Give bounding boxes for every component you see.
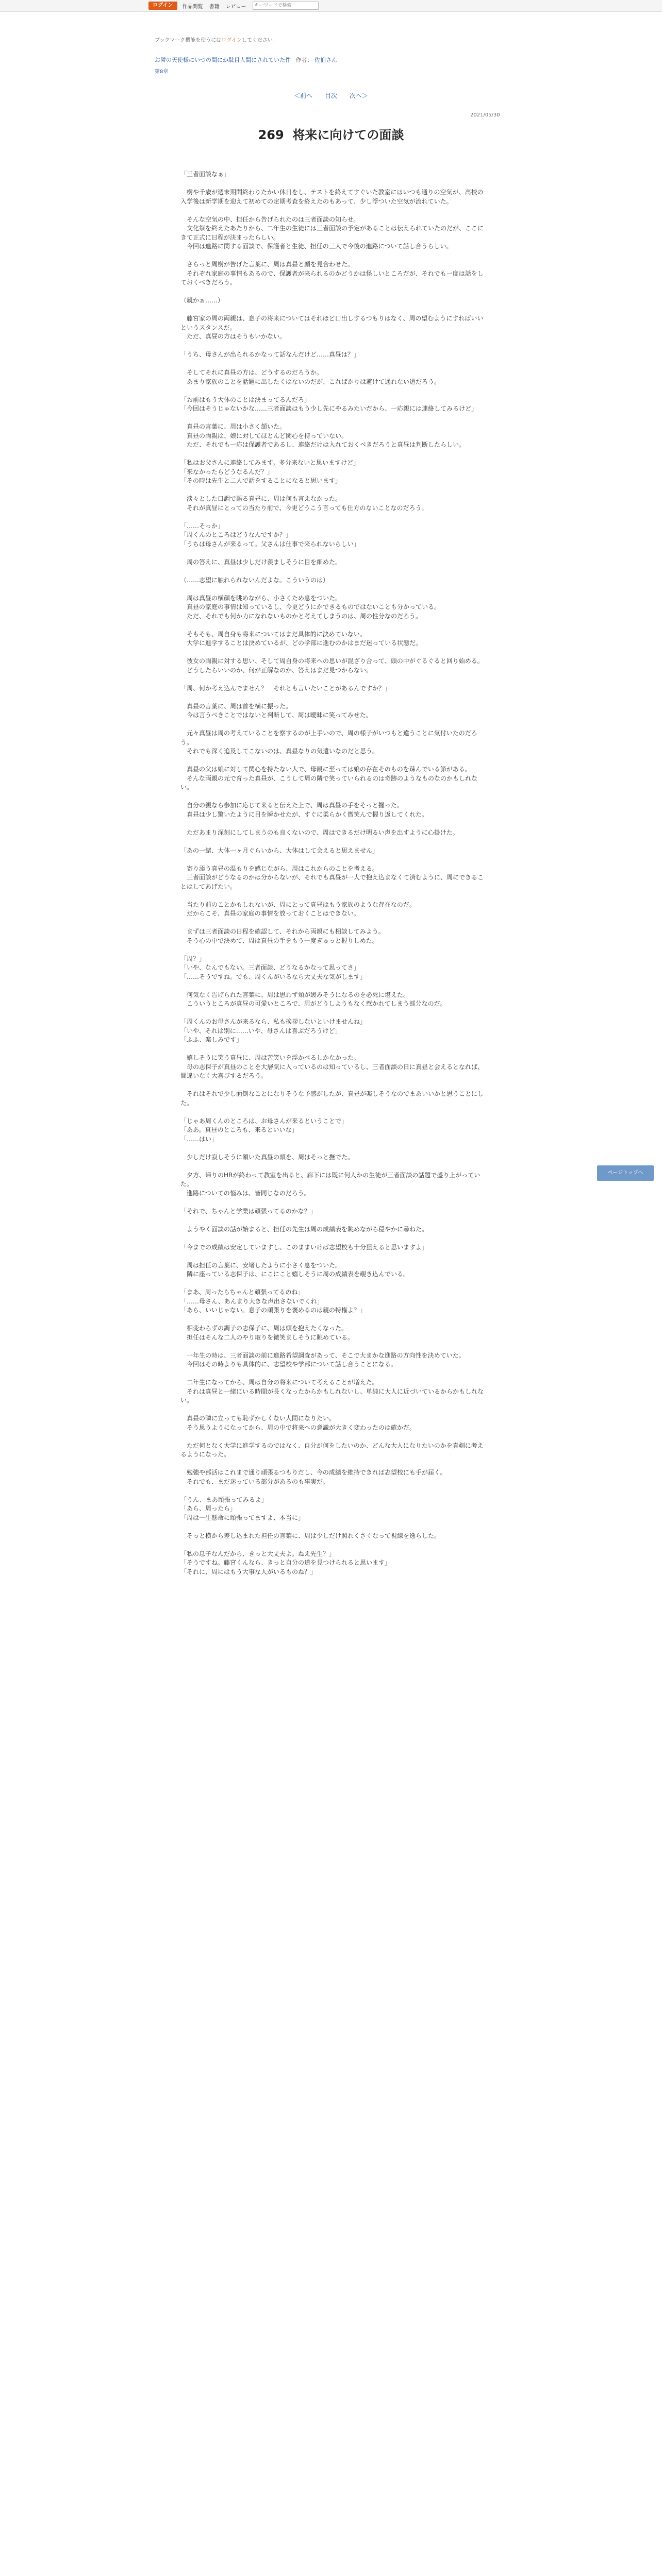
- story-paragraph: 何気なく告げられた言葉に、周は思わず頬が緩みそうになるのを必死に堪えた。 こういうところが真昼の可愛いところで、周がどうしようもなく惹かれてしまう部分なのだ。: [187, 991, 446, 1007]
- story-paragraph: そもそも、周自身も将来についてはまだ具体的に決めていない。 大学に進学することは決めているが、どの学部に進むのかはまだ迷っている状態だ。: [187, 630, 422, 647]
- story-paragraph: 「あの一緒、大体一ヶ月ぐらいから、大体はして会えると思えません」: [180, 846, 379, 854]
- story-paragraph: 「私の息子なんだから、きっと大丈夫よ。ねえ先生？」 「そうですね。藤宮くんなら、きっと自分の道を見つけられると思います」 「それに、周にはもう大事な人がいるものね？」: [180, 1550, 391, 1575]
- site-header: [0, 0, 662, 12]
- nav-books[interactable]: 書籍: [209, 4, 220, 10]
- story-paragraph: 淡々とした口調で語る真昼に、周は何も言えなかった。 それが真昼にとっての当たり前で、今更どうこう言っても仕方のないことなのだろう。: [187, 495, 428, 512]
- story-paragraph: それはそれで少し面倒なことになりそうな予感がしたが、真昼が楽しそうなのでまあいいかと思うことにした。: [180, 1090, 484, 1107]
- header-inner: [148, 2, 319, 10]
- story-paragraph: 周の答えに、真昼は少しだけ羨ましそうに目を細めた。: [180, 558, 342, 566]
- story-paragraph: 「じゃあ周くんのところは、お母さんが来るということで」 「ああ。真昼のところも、来るといいな」 「……はい」: [180, 1117, 348, 1143]
- story-paragraph: 「まあ、周ったらちゃんと頑張ってるのね」 「……母さん、あんまり大きな声出さないでくれ」 「あら、いいじゃない。息子の頑張りを褒めるのは親の特権よ？」: [180, 1289, 367, 1314]
- notice-prefix: ブックマーク機能を使うには: [155, 38, 222, 43]
- chapter-number: 269: [258, 128, 284, 142]
- chapter-body: [180, 170, 485, 1586]
- story-paragraph: 藤宮家の周の両親は、息子の将来についてはそれほど口出しするつもりはなく、周の望むようにすればいいというスタンスだ。 ただ、真昼の方はそうもいかない。: [180, 315, 484, 340]
- login-button[interactable]: ログイン: [148, 2, 177, 10]
- story-paragraph: ようやく面談の話が始まると、担任の先生は周の成績表を眺めながら穏やかに尋ねた。: [180, 1225, 428, 1233]
- story-paragraph: 相変わらずの調子の志保子に、周は頭を抱えたくなった。 担任はそんな二人のやり取りを微笑ましそうに眺めている。: [187, 1325, 354, 1341]
- chapter-group: 第8章: [155, 69, 169, 75]
- story-paragraph: 「周？」 「いや、なんでもない。三者面談、どうなるかなって思ってさ」 「……そうですね。でも、周くんがいるなら大丈夫な気がします」: [180, 955, 367, 980]
- story-paragraph: 「三者面談なぁ」: [180, 171, 230, 178]
- story-paragraph: 周は真昼の横顔を眺めながら、小さくため息をついた。 真昼の家庭の事情は知っているし、今更どうにかできるものではないことも分かっている。 ただ、それでも何か力になれないものかと考えてしまうのは、周の性分なのだろう。: [187, 594, 441, 620]
- story-paragraph: ただあまり深刻にしてしまうのも良くないので、周はできるだけ明るい声を出すように心掛けた。: [180, 828, 459, 836]
- next-chapter-link[interactable]: 次へ＞: [349, 92, 368, 99]
- story-paragraph: ただ何となく大学に進学するのではなく、自分が何をしたいのか、どんな大人になりたいのかを真剣に考えるようになった。: [180, 1442, 484, 1458]
- story-paragraph: 「うん、まあ頑張ってみるよ」 「あら、周ったら」 「周は一生懸命に頑張ってますよ、本当に」: [180, 1496, 305, 1521]
- story-paragraph: 二年生になってから、周は自分の将来について考えることが増えた。 それは真昼と一緒にいる時間が長くなったからかもしれないし、単純に大人に近づいているからかもしれない。: [180, 1379, 484, 1404]
- story-paragraph: まずは三者面談の日程を確認して、それから両親にも相談してみよう。 そう心の中で決めて、周は真昼の手をもう一度ぎゅっと握りしめた。: [187, 928, 385, 944]
- story-paragraph: 「お前はもう大体のことは決まってるんだろ」 「今回はそうじゃないかな……三者面談はもう少し先にやるみたいだから、一応親には連絡してみるけど」: [180, 396, 478, 412]
- story-paragraph: 嬉しそうに笑う真昼に、周は苦笑いを浮かべるしかなかった。 母の志保子が真昼のことを大層気に入っているのは知っているし、三者面談の日に真昼と会えるとなれば、間違いなく大喜びするだろう。: [180, 1054, 484, 1079]
- chapter-title-text: 将来に向けての面談: [292, 128, 404, 142]
- story-paragraph: （……志望に触れられないんだよな。こういうのは）: [180, 576, 329, 584]
- notice-login-link[interactable]: ログイン: [221, 38, 242, 43]
- story-paragraph: 「……そっか」 「周くんのところはどうなんですか？」 「うちは母さんが来るって。父さんは仕事で来られないらしい」: [180, 522, 360, 548]
- story-paragraph: 寄り添う真昼の温もりを感じながら、周はこれからのことを考える。 三者面談がどうなるのかは分からないが、それでも真昼が一人で抱え込まなくて済むように、周にできることはしてあげたい。: [180, 865, 484, 890]
- author-link[interactable]: 佐伯さん: [315, 57, 337, 63]
- page-top-button[interactable]: ページトップへ: [597, 1165, 654, 1181]
- story-paragraph: （親かぁ……）: [180, 297, 224, 304]
- nav-browse-works[interactable]: 作品閲覧: [182, 4, 203, 10]
- story-paragraph: 勉強や部活はこれまで通り頑張るつもりだし、今の成績を維持できれば志望校にも手が届く。 それでも、まだ迷っている部分があるのも事実だ。: [187, 1469, 446, 1485]
- story-paragraph: 周は担任の言葉に、安堵したように小さく息をついた。 隣に座っている志保子は、にこにこと嬉しそうに周の成績表を覗き込んでいる。: [187, 1261, 410, 1278]
- story-paragraph: 元々真昼は周の考えていることを察するのが上手いので、周の様子がいつもと違うことに気付いたのだろう。 それでも深く追及してこないのは、真昼なりの気遣いなのだと思う。: [180, 730, 477, 755]
- chapter-nav: [0, 91, 662, 100]
- search-input[interactable]: [253, 2, 319, 10]
- story-paragraph: そっと横から差し込まれた担任の言葉に、周は少しだけ照れくさくなって視線を逸らした。: [180, 1532, 441, 1539]
- story-paragraph: 真昼の言葉に、周は首を横に振った。 今は言うべきことではないと判断して、周は曖昧に笑ってみせた。: [187, 702, 372, 719]
- story-paragraph: さらっと周樹が告げた言葉に、周は真昼と顔を見合わせた。 それぞれ家庭の事情もあるので、保護者が来られるのかどうかは怪しいところだが、それでも一度は話をしておくべきだろう。: [180, 261, 484, 286]
- story-paragraph: 真昼の父は娘に対して関心を持たない人で、母親に至っては娘の存在そのものを疎んでいる節がある。 そんな両親の元で育った真昼が、こうして周の隣で笑っていられるのは奇跡のようなものなのかもしれない。: [180, 766, 478, 791]
- story-paragraph: 「うち、母さんが出られるかなって話なんだけど……真昼は？」: [180, 351, 360, 358]
- index-link[interactable]: 目次: [324, 92, 337, 99]
- nav-reviews[interactable]: レビュー: [225, 4, 246, 10]
- story-paragraph: 「それで、ちゃんと学業は頑張ってるのかな？」: [180, 1207, 317, 1215]
- story-paragraph: 少しだけ寂しそうに頷いた真昼の頭を、周はそっと撫でた。: [180, 1153, 354, 1161]
- story-paragraph: 樹や千歳が週末期間終わりたかい休日をし、テストを終えてすぐいた教室にはいつも通りの空気が、高校の入学後は新学期を迎えて初めての定期考査を終えたのもあって、少し浮ついた空気が流れていた。: [180, 189, 484, 205]
- chapter-title: [0, 125, 662, 143]
- story-paragraph: 彼女の両親に対する思い、そして周自身の将来への思いが混ざり合って、頭の中がぐるぐると回り始める。 どうしたらいいのか、何が正解なのか、答えはまだ見つからない。: [187, 657, 484, 674]
- publish-date: 2021/05/30: [470, 112, 500, 118]
- story-paragraph: 真昼の隣に立っても恥ずかしくない人間になりたい。 そう思うようになってから、周の中で将来への意識が大きく変わったのは確かだ。: [187, 1415, 416, 1431]
- author-label: 作者：: [295, 57, 313, 63]
- story-paragraph: 真昼の言葉に、周は小さく頷いた。 真昼の両親は、娘に対してほとんど関心を持っていない。 ただ、それでも一応は保護者であるし、連絡だけは入れておくべきだろうと真昼は判断したらしい。: [187, 423, 466, 448]
- bookmark-notice: [155, 36, 278, 43]
- notice-suffix: してください。: [241, 38, 278, 43]
- story-paragraph: 「私はお父さんに連絡してみます。多分来ないと思いますけど」 「来なかったらどうなるんだ？」 「その時は先生と二人で話をすることになると思います」: [180, 459, 360, 484]
- prev-chapter-link[interactable]: ＜前へ: [294, 92, 313, 99]
- story-paragraph: 「周くんのお母さんが来るなら、私も挨拶しないといけませんね」 「いや、それは別に……いや、母さんは喜ぶだろうけど」 「ふふ、楽しみです」: [180, 1018, 367, 1043]
- work-info: [155, 56, 337, 64]
- story-paragraph: 「今までの成績は安定していますし、このままいけば志望校も十分狙えると思いますよ」: [180, 1243, 428, 1251]
- work-title-link[interactable]: お隣の天使様にいつの間にか駄目人間にされていた件: [155, 57, 291, 63]
- story-paragraph: 夕方、帰りのHRが終わって教室を出ると、廊下には既に何人かの生徒が三者面談の話題で盛り上がっていた。 進路についての悩みは、皆同じなのだろう。: [180, 1171, 481, 1197]
- story-paragraph: そんな空気の中、担任から告げられたのは三者面談の知らせ。 文化祭を終えたあたりから、二年生の生徒には三者面談の予定があることは伝えられていたのだが、ここにきて正式に日程が決まったらしい。 今回は進路に関する面談で、保護者と生徒、担任の三人で今後の進路について話し合うらしい。: [180, 215, 484, 250]
- story-paragraph: 「周、何か考え込んでません？ それとも言いたいことがあるんですか？」: [180, 684, 391, 692]
- story-paragraph: 自分の親なら参加に応じて来ると伝えた上で、周は真昼の手をそっと握った。 真昼は少し驚いたように目を瞬かせたが、すぐに柔らかく微笑んで握り返してくれた。: [187, 802, 428, 818]
- story-paragraph: 当たり前のことかもしれないが、周にとって真昼はもう家族のような存在なのだ。 だからこそ、真昼の家庭の事情を放っておくことはできない。: [187, 901, 416, 917]
- story-paragraph: 一年生の時は、三者面談の前に進路希望調査があって、そこで大まかな進路の方向性を決めていた。 今回はその時よりも具体的に、志望校や学部について話し合うことになる。: [187, 1351, 465, 1368]
- story-paragraph: そしてそれに真昼の方は、どうするのだろうか。 あまり家族のことを話題に出したくはないのだが、こればかりは避けて通れない道だろう。: [187, 369, 441, 385]
